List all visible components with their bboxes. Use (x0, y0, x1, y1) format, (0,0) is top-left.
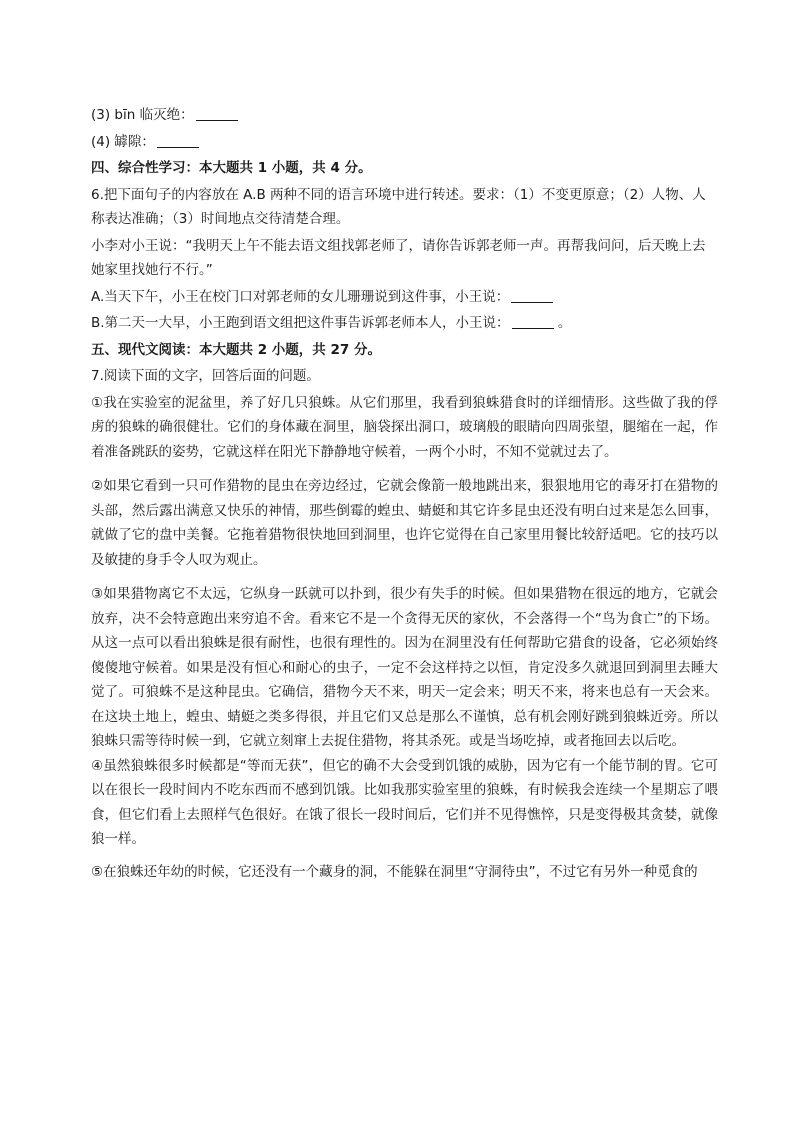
section-4-heading: 四、综合性学习：本大题共 1 小题，共 4 分。 (91, 160, 372, 176)
section-5-heading: 五、现代文阅读：本大题共 2 小题，共 27 分。 (91, 341, 381, 358)
paragraph-2: ②如果它看到一只可作猎物的昆虫在旁边经过，它就会像箭一般地跳出来，狠狠地用它的毒牙打在猎物的头部，然后露出满意又快乐的神情，那些倒霉的蝗虫、蜻蜓和其它许多昆虫还没有明白过来是怎么回事，就做了它的盘中美餐。它拖着猎物很快地回到洞里，也许它觉得在自己家里用餐比较舒适吧。它的技巧以及敏捷的身手令人叹为观止。 (91, 478, 718, 568)
question-6-line-2: 称表达准确；（3）时间地点交待清楚合理。 (91, 211, 350, 227)
option-b-text: B.第二天一大早，小王跑到语文组把这件事告诉郭老师本人，小王说： (91, 315, 510, 331)
paragraph-5: ⑤在狼蛛还年幼的时候，它还没有一个藏身的洞，不能躲在洞里“守洞待虫”，不过它有另外一种觅食的 (91, 863, 698, 880)
option-b (91, 311, 718, 336)
answer-blank (512, 327, 554, 329)
paragraph-4: ④虽然狼蛛很多时候都是“等而无获”，但它的确不大会受到饥饿的威胁，因为它有一个能节制的胃。它可以在很长一段时间内不吃东西而不感到饥饿。比如我那实验室里的狼蛛，有时候我会连续一个星期忘了喂食，但它们看上去照样气色很好。在饿了很长一段时间后，它们并不见得憔悴，只是变得极其贪婪，就像狼一样。 (91, 757, 718, 847)
option-a-text: A.当天下午，小王在校门口对郭老师的女儿珊珊说到这件事，小王说： (91, 288, 510, 305)
question-item-3 (91, 103, 718, 128)
question-6-line-1: 6.把下面句子的内容放在 A.B 两种不同的语言环境中进行转述。要求：（1）不变更原意；（2）人物、人 (91, 186, 706, 203)
quote-line-1: 小李对小王说：“我明天上午不能去语文组找郭老师了，请你告诉郭老师一声。再帮我问问，后天晚上去 (91, 237, 706, 254)
document-content (91, 103, 718, 884)
option-a (91, 285, 718, 310)
answer-blank (196, 119, 238, 121)
paragraph-1: ①我在实验室的泥盆里，养了好几只狼蛛。从它们那里，我看到狼蛛猎食时的详细情形。这些做了我的俘虏的狼蛛的确很健壮。它们的身体藏在洞里，脑袋探出洞口，玻璃般的眼睛向四周张望，腿缩在一起，作着准备跳跃的姿势，它就这样在阳光下静静地守候着，一两个小时，不知不觉就过去了。 (91, 394, 718, 460)
answer-blank (157, 146, 199, 148)
answer-blank (511, 301, 553, 303)
question-item-4 (91, 130, 718, 155)
question-item-3-text: (3) bīn 临灭绝： (91, 107, 194, 123)
paragraph-3: ③如果猎物离它不太远，它纵身一跃就可以扑到，很少有失手的时候。但如果猎物在很远的地方，它就会放弃，决不会特意跑出来穷追不舍。看来它不是一个贪得无厌的家伙，不会落得一个“鸟为食亡”的下场。从这一点可以看出狼蛛是很有耐性，也很有理性的。因为在洞里没有任何帮助它猎食的设备，它必须始终傻傻地守候着。如果是没有恒心和耐心的虫子，一定不会这样持之以恒，肯定没多久就退回到洞里去睡大觉了。可狼蛛不是这种昆虫。它确信，猎物今天不来，明天一定会来；明天不来，将来也总有一天会来。在这块土地上，蝗虫、蜻蜓之类多得很，并且它们又总是那么不谨慎，总有机会刚好跳到狼蛛近旁。所以狼蛛只需等待时候一到，它就立刻窜上去捉住猎物，将其杀死。或是当场吃掉，或者拖回去以后吃。 (91, 586, 718, 749)
question-7: 7.阅读下面的文字，回答后面的问题。 (91, 368, 320, 384)
question-item-4-text: (4) 罅隙： (91, 133, 155, 150)
quote-line-2: 她家里找她行不行。” (91, 262, 213, 278)
option-b-end: 。 (553, 315, 572, 331)
